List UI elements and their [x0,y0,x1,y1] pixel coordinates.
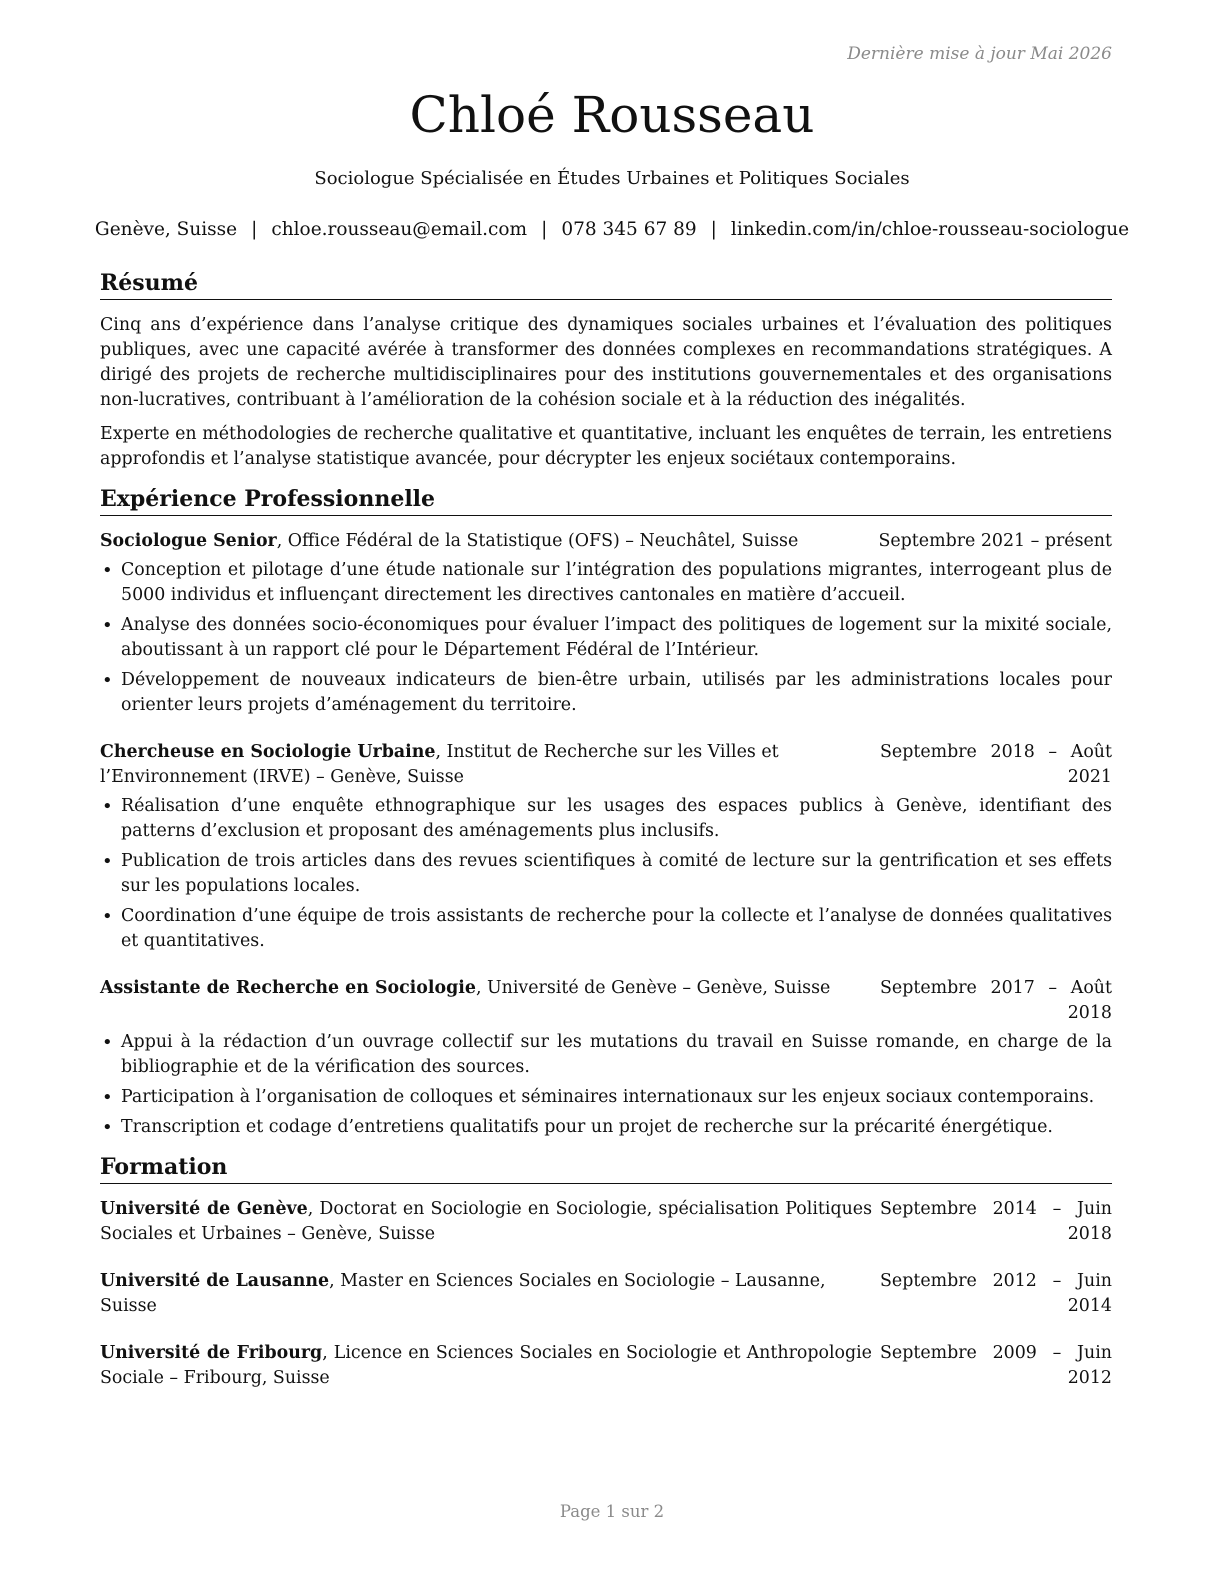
school-name: Université de Genève [100,1199,308,1219]
entry-heading [100,1341,872,1391]
entry-heading [100,529,870,554]
contact-linkedin[interactable]: linkedin.com/in/chloe-rousseau-sociologue [730,219,1130,240]
experience-entry [100,976,1112,1140]
school-name: Université de Fribourg [100,1343,323,1363]
degree-detail: , Master en Sciences Sociales en Sociologie – Lausanne, Suisse [100,1271,826,1316]
list-item: • Participation à l’organisation de colloques et séminaires internationaux sur les enjeux sociaux contemporains. [100,1085,1112,1110]
list-item: • Coordination d’une équipe de trois assistants de recherche pour la collecte et l’analyse de données qualitatives et quantitatives. [100,904,1112,954]
job-bullets [100,558,1112,718]
contact-separator: | [251,219,258,240]
job-bullets [100,794,1112,954]
job-bullets [100,1030,1112,1140]
page-number: Page 1 sur 2 [559,1502,665,1521]
last-updated: Dernière mise à jour Mai 2026 [847,44,1112,64]
education-dates: Septembre 2014 – Juin 2018 [880,1199,1112,1244]
list-item: • Publication de trois articles dans des revues scientifiques à comité de lecture sur la gentrification et ses effets sur les populations locales. [100,849,1112,899]
contact-email[interactable]: chloe.rousseau@email.com [271,219,528,240]
education-entry [100,1197,1112,1247]
entry-heading [100,976,872,1001]
contact-line [0,219,1224,240]
section-title-summary: Résumé [100,268,1112,300]
contact-phone[interactable]: 078 345 67 89 [561,219,697,240]
education-entry [100,1269,1112,1319]
resume-body [100,268,1112,1403]
job-role: Assistante de Recherche en Sociologie [100,978,476,998]
degree-detail: , Licence en Sciences Sociales en Sociologie et Anthropologie Sociale – Fribourg, Suisse [100,1343,872,1388]
entry-heading [100,1197,872,1247]
degree-detail: , Doctorat en Sociologie en Sociologie, spécialisation Politiques Sociales et Urbaines – Genève, Suisse [100,1199,872,1244]
job-organization: , Institut de Recherche sur les Villes et l’Environnement (IRVE) – Genève, Suisse [100,742,779,787]
education-dates: Septembre 2012 – Juin 2014 [880,1271,1112,1316]
candidate-name: Chloé Rousseau [409,86,815,144]
education-dates: Septembre 2009 – Juin 2012 [880,1343,1112,1388]
job-dates: Septembre 2021 – présent [878,531,1112,551]
candidate-title: Sociologue Spécialisée en Études Urbaines et Politiques Sociales [314,168,910,189]
list-item: • Réalisation d’une enquête ethnographique sur les usages des espaces publics à Genève, identifiant des patterns d’exclusion et proposant des aménagements plus inclusifs. [100,794,1112,844]
job-organization: , Université de Genève – Genève, Suisse [475,978,831,998]
job-dates: Septembre 2017 – Août 2018 [880,978,1112,1023]
experience-entry [100,740,1112,954]
summary-paragraph: Cinq ans d’expérience dans l’analyse critique des dynamiques sociales urbaines et l’évaluation des politiques publiques, avec une capacité avérée à transformer des données complexes en recommandations stratégiques. A dirigé des projets de recherche multidisciplinaires pour des institutions gouvernementales et des organisations non-lucratives, contribuant à l’amélioration de la cohésion sociale et à la réduction des inégalités. [100,315,1112,410]
job-organization: , Office Fédéral de la Statistique (OFS) – Neuchâtel, Suisse [276,531,799,551]
education-section [100,1152,1112,1391]
experience-section [100,484,1112,1140]
entry-header [100,976,1112,1026]
list-item: • Transcription et codage d’entretiens qualitatifs pour un projet de recherche sur la précarité énergétique. [100,1115,1112,1140]
education-entry [100,1341,1112,1391]
entry-header [100,1197,1112,1247]
school-name: Université de Lausanne [100,1271,330,1291]
section-title-experience: Expérience Professionnelle [100,484,1112,516]
entry-header [100,740,1112,790]
summary-paragraph: Experte en méthodologies de recherche qualitative et quantitative, incluant les enquêtes de terrain, les entretiens approfondis et l’analyse statistique avancée, pour décrypter les enjeux sociétaux contemporains. [100,424,1112,469]
entry-header [100,529,1112,554]
section-title-education: Formation [100,1152,1112,1184]
list-item: • Analyse des données socio-économiques pour évaluer l’impact des politiques de logement sur la mixité sociale, aboutissant à un rapport clé pour le Département Fédéral de l’Intérieur. [100,613,1112,663]
contact-separator: | [541,219,548,240]
entry-heading [100,1269,872,1319]
entry-header [100,1269,1112,1319]
entry-header [100,1341,1112,1391]
job-role: Sociologue Senior [100,531,277,551]
contact-location: Genève, Suisse [94,219,238,240]
entry-heading [100,740,872,790]
experience-entry [100,529,1112,718]
job-dates: Septembre 2018 – Août 2021 [880,742,1112,787]
contact-separator: | [710,219,717,240]
list-item: • Développement de nouveaux indicateurs de bien-être urbain, utilisés par les administrations locales pour orienter leurs projets d’aménagement du territoire. [100,668,1112,718]
list-item: • Conception et pilotage d’une étude nationale sur l’intégration des populations migrantes, interrogeant plus de 5000 individus et influençant directement les directives cantonales en matière d’accueil. [100,558,1112,608]
job-role: Chercheuse en Sociologie Urbaine [100,742,436,762]
summary-section [100,268,1112,472]
list-item: • Appui à la rédaction d’un ouvrage collectif sur les mutations du travail en Suisse romande, en charge de la bibliographie et de la vérification des sources. [100,1030,1112,1080]
